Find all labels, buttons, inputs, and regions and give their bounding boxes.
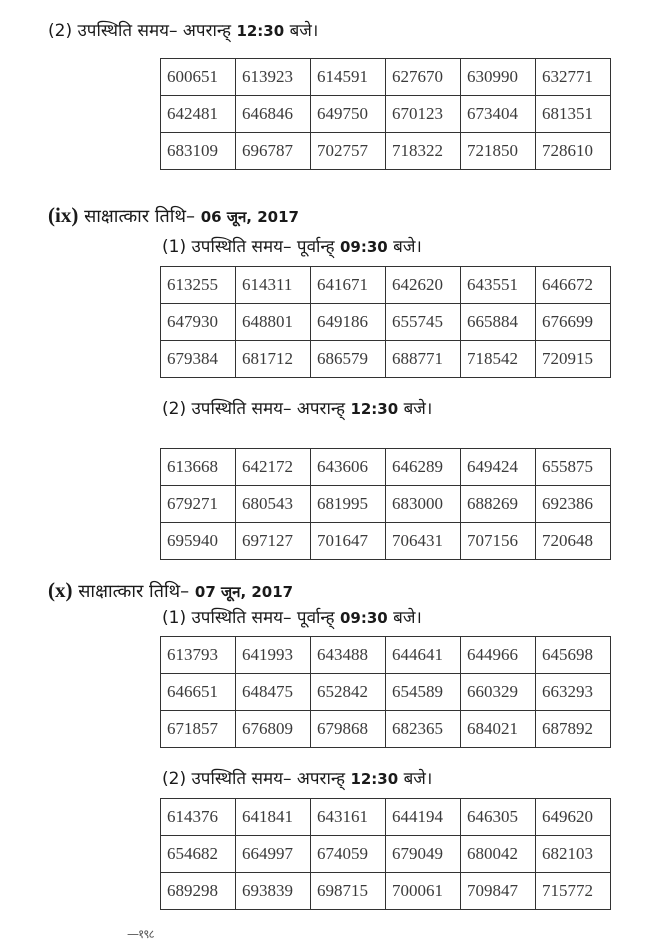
time-heading-suffix: बजे। bbox=[393, 237, 422, 257]
roll-number-cell: 613668 bbox=[161, 449, 236, 486]
roll-number-cell: 646289 bbox=[386, 449, 461, 486]
roll-number-cell: 709847 bbox=[461, 873, 536, 910]
roll-number-table-5 bbox=[160, 798, 611, 910]
roll-number-cell: 642481 bbox=[161, 96, 236, 133]
roll-number-cell: 702757 bbox=[311, 133, 386, 170]
time-heading-prefix: (2) उपस्थिति समय– अपरान्ह् bbox=[48, 21, 232, 41]
table-row bbox=[161, 711, 611, 748]
roll-number-cell: 682103 bbox=[536, 836, 611, 873]
roll-number-cell: 654682 bbox=[161, 836, 236, 873]
roll-number-cell: 706431 bbox=[386, 523, 461, 560]
table-row bbox=[161, 674, 611, 711]
roll-number-cell: 652842 bbox=[311, 674, 386, 711]
roll-number-cell: 673404 bbox=[461, 96, 536, 133]
roll-number-cell: 663293 bbox=[536, 674, 611, 711]
roll-number-cell: 693839 bbox=[236, 873, 311, 910]
roll-number-cell: 642172 bbox=[236, 449, 311, 486]
roll-number-cell: 679384 bbox=[161, 341, 236, 378]
roll-number-cell: 630990 bbox=[461, 59, 536, 96]
roll-number-cell: 660329 bbox=[461, 674, 536, 711]
roll-number-cell: 696787 bbox=[236, 133, 311, 170]
time-heading-prefix: (1) उपस्थिति समय– पूर्वान्ह् bbox=[162, 608, 335, 628]
roll-number-cell: 632771 bbox=[536, 59, 611, 96]
roll-number-cell: 670123 bbox=[386, 96, 461, 133]
roll-number-cell: 707156 bbox=[461, 523, 536, 560]
time-heading-suffix: बजे। bbox=[393, 608, 422, 628]
roll-number-cell: 681995 bbox=[311, 486, 386, 523]
roll-number-cell: 698715 bbox=[311, 873, 386, 910]
roll-number-table-1 bbox=[160, 58, 611, 170]
time-heading-suffix: बजे। bbox=[403, 769, 433, 789]
roll-number-cell: 697127 bbox=[236, 523, 311, 560]
roll-number-cell: 644966 bbox=[461, 637, 536, 674]
roll-number-cell: 721850 bbox=[461, 133, 536, 170]
interview-date-heading-ix bbox=[48, 203, 299, 228]
roll-number-cell: 683109 bbox=[161, 133, 236, 170]
table-row bbox=[161, 59, 611, 96]
day-heading-text: साक्षात्कार तिथि– bbox=[84, 206, 195, 227]
roll-number-cell: 676699 bbox=[536, 304, 611, 341]
roll-number-cell: 655875 bbox=[536, 449, 611, 486]
time-value: 09:30 bbox=[339, 238, 388, 256]
section-5-time-heading bbox=[162, 766, 432, 789]
roll-number-cell: 614376 bbox=[161, 799, 236, 836]
roll-number-cell: 700061 bbox=[386, 873, 461, 910]
roll-number-cell: 679868 bbox=[311, 711, 386, 748]
roll-number-cell: 627670 bbox=[386, 59, 461, 96]
roll-number-cell: 664997 bbox=[236, 836, 311, 873]
roll-number-cell: 646672 bbox=[536, 267, 611, 304]
roll-number-cell: 681712 bbox=[236, 341, 311, 378]
roll-number-cell: 648801 bbox=[236, 304, 311, 341]
table-row bbox=[161, 267, 611, 304]
roll-number-cell: 688269 bbox=[461, 486, 536, 523]
roll-number-cell: 655745 bbox=[386, 304, 461, 341]
section-3-time-heading bbox=[162, 396, 432, 419]
roll-number-cell: 679271 bbox=[161, 486, 236, 523]
time-heading-prefix: (2) उपस्थिति समय– अपरान्ह् bbox=[162, 769, 346, 789]
table-row bbox=[161, 449, 611, 486]
roll-number-cell: 688771 bbox=[386, 341, 461, 378]
table-row bbox=[161, 799, 611, 836]
roll-number-table-2 bbox=[160, 266, 611, 378]
table-row bbox=[161, 637, 611, 674]
roll-number-cell: 648475 bbox=[236, 674, 311, 711]
roll-number-cell: 614591 bbox=[311, 59, 386, 96]
roll-number-cell: 676809 bbox=[236, 711, 311, 748]
time-heading-prefix: (1) उपस्थिति समय– पूर्वान्ह् bbox=[162, 237, 335, 257]
roll-number-cell: 715772 bbox=[536, 873, 611, 910]
table-row bbox=[161, 341, 611, 378]
roll-number-cell: 649186 bbox=[311, 304, 386, 341]
roll-number-cell: 720648 bbox=[536, 523, 611, 560]
roll-number-cell: 646846 bbox=[236, 96, 311, 133]
section-1-time-heading bbox=[48, 18, 318, 41]
roll-number-cell: 641671 bbox=[311, 267, 386, 304]
roll-number-cell: 647930 bbox=[161, 304, 236, 341]
roll-number-cell: 687892 bbox=[536, 711, 611, 748]
roll-number-cell: 649750 bbox=[311, 96, 386, 133]
section-4-time-heading bbox=[162, 605, 422, 628]
table-row bbox=[161, 304, 611, 341]
roll-number-cell: 665884 bbox=[461, 304, 536, 341]
roll-number-cell: 680543 bbox=[236, 486, 311, 523]
roll-number-cell: 644194 bbox=[386, 799, 461, 836]
time-value: 12:30 bbox=[236, 22, 285, 40]
roll-number-cell: 654589 bbox=[386, 674, 461, 711]
roll-number-cell: 680042 bbox=[461, 836, 536, 873]
interview-date: 07 जून, 2017 bbox=[194, 583, 294, 601]
roll-number-cell: 643551 bbox=[461, 267, 536, 304]
roll-number-table-4 bbox=[160, 636, 611, 748]
roll-number-cell: 643161 bbox=[311, 799, 386, 836]
roll-number-cell: 683000 bbox=[386, 486, 461, 523]
roll-number-cell: 613923 bbox=[236, 59, 311, 96]
roll-number-cell: 646305 bbox=[461, 799, 536, 836]
roll-number-cell: 689298 bbox=[161, 873, 236, 910]
roll-number-cell: 613255 bbox=[161, 267, 236, 304]
time-value: 12:30 bbox=[350, 400, 399, 418]
roll-number-cell: 613793 bbox=[161, 637, 236, 674]
roll-number-cell: 649620 bbox=[536, 799, 611, 836]
roll-number-cell: 614311 bbox=[236, 267, 311, 304]
roll-number-cell: 645698 bbox=[536, 637, 611, 674]
roll-number-cell: 674059 bbox=[311, 836, 386, 873]
time-value: 09:30 bbox=[339, 609, 388, 627]
roll-number-cell: 641993 bbox=[236, 637, 311, 674]
roll-number-cell: 649424 bbox=[461, 449, 536, 486]
table-row bbox=[161, 486, 611, 523]
time-heading-suffix: बजे। bbox=[289, 21, 319, 41]
roll-number-cell: 720915 bbox=[536, 341, 611, 378]
table-row bbox=[161, 96, 611, 133]
roll-number-cell: 701647 bbox=[311, 523, 386, 560]
table-row bbox=[161, 523, 611, 560]
roll-number-cell: 718542 bbox=[461, 341, 536, 378]
roll-number-cell: 679049 bbox=[386, 836, 461, 873]
roll-number-cell: 718322 bbox=[386, 133, 461, 170]
interview-date-heading-x bbox=[48, 578, 293, 603]
table-row bbox=[161, 836, 611, 873]
time-heading-prefix: (2) उपस्थिति समय– अपरान्ह् bbox=[162, 399, 346, 419]
roll-number-cell: 681351 bbox=[536, 96, 611, 133]
roll-number-cell: 682365 bbox=[386, 711, 461, 748]
section-2-time-heading bbox=[162, 234, 422, 257]
roll-number-cell: 641841 bbox=[236, 799, 311, 836]
roll-number-cell: 686579 bbox=[311, 341, 386, 378]
day-heading-text: साक्षात्कार तिथि– bbox=[78, 581, 190, 602]
roll-number-cell: 642620 bbox=[386, 267, 461, 304]
table-row bbox=[161, 873, 611, 910]
roll-number-cell: 643606 bbox=[311, 449, 386, 486]
roll-number-cell: 728610 bbox=[536, 133, 611, 170]
roll-number-cell: 692386 bbox=[536, 486, 611, 523]
roll-number-table-3 bbox=[160, 448, 611, 560]
roll-number-cell: 684021 bbox=[461, 711, 536, 748]
roll-number-cell: 600651 bbox=[161, 59, 236, 96]
roll-number-cell: 644641 bbox=[386, 637, 461, 674]
roll-number-cell: 643488 bbox=[311, 637, 386, 674]
time-value: 12:30 bbox=[350, 770, 399, 788]
time-heading-suffix: बजे। bbox=[403, 399, 433, 419]
table-row bbox=[161, 133, 611, 170]
roll-number-cell: 671857 bbox=[161, 711, 236, 748]
day-roman-numeral: (ix) bbox=[48, 203, 79, 227]
interview-date: 06 जून, 2017 bbox=[200, 208, 299, 226]
day-roman-numeral: (x) bbox=[48, 578, 73, 602]
roll-number-cell: 646651 bbox=[161, 674, 236, 711]
roll-number-cell: 695940 bbox=[161, 523, 236, 560]
page-footer-handwritten-mark: —१९८ bbox=[127, 927, 154, 941]
